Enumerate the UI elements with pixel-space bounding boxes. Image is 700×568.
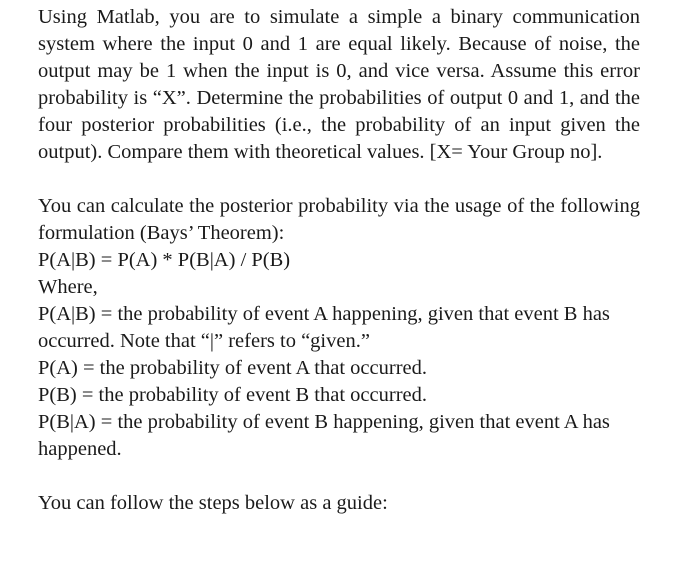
where-label: Where, [38,276,98,298]
document-body [38,4,640,517]
definition-p-a: P(A) = the probability of event A that occurred. [38,357,427,379]
paragraph-spacer [38,166,640,193]
guide-text: You can follow the steps below as a guide: [38,492,388,514]
definition-p-b-given-a: P(B|A) = the probability of event B happening, given that event A has happened. [38,411,610,460]
paragraph-spacer [38,463,640,490]
bayes-intro: You can calculate the posterior probability via the usage of the following formulation (Bays’ Theorem): [38,195,640,244]
problem-statement: Using Matlab, you are to simulate a simple a binary communication system where the input 0 and 1 are equal likely. Because of noise, the output may be 1 when the input is 0, and vice versa. Assume this error probability is “X”. Determine the probabilities of output 0 and 1, and the four posterior probabilities (i.e., the probability of an input given the output). Compare them with theoretical values. [X= Your Group no]. [38,6,640,163]
bayes-formula: P(A|B) = P(A) * P(B|A) / P(B) [38,249,291,271]
definition-p-b: P(B) = the probability of event B that occurred. [38,384,427,406]
definition-p-a-given-b: P(A|B) = the probability of event A happening, given that event B has occurred. Note that “|” refers to “given.” [38,303,610,352]
